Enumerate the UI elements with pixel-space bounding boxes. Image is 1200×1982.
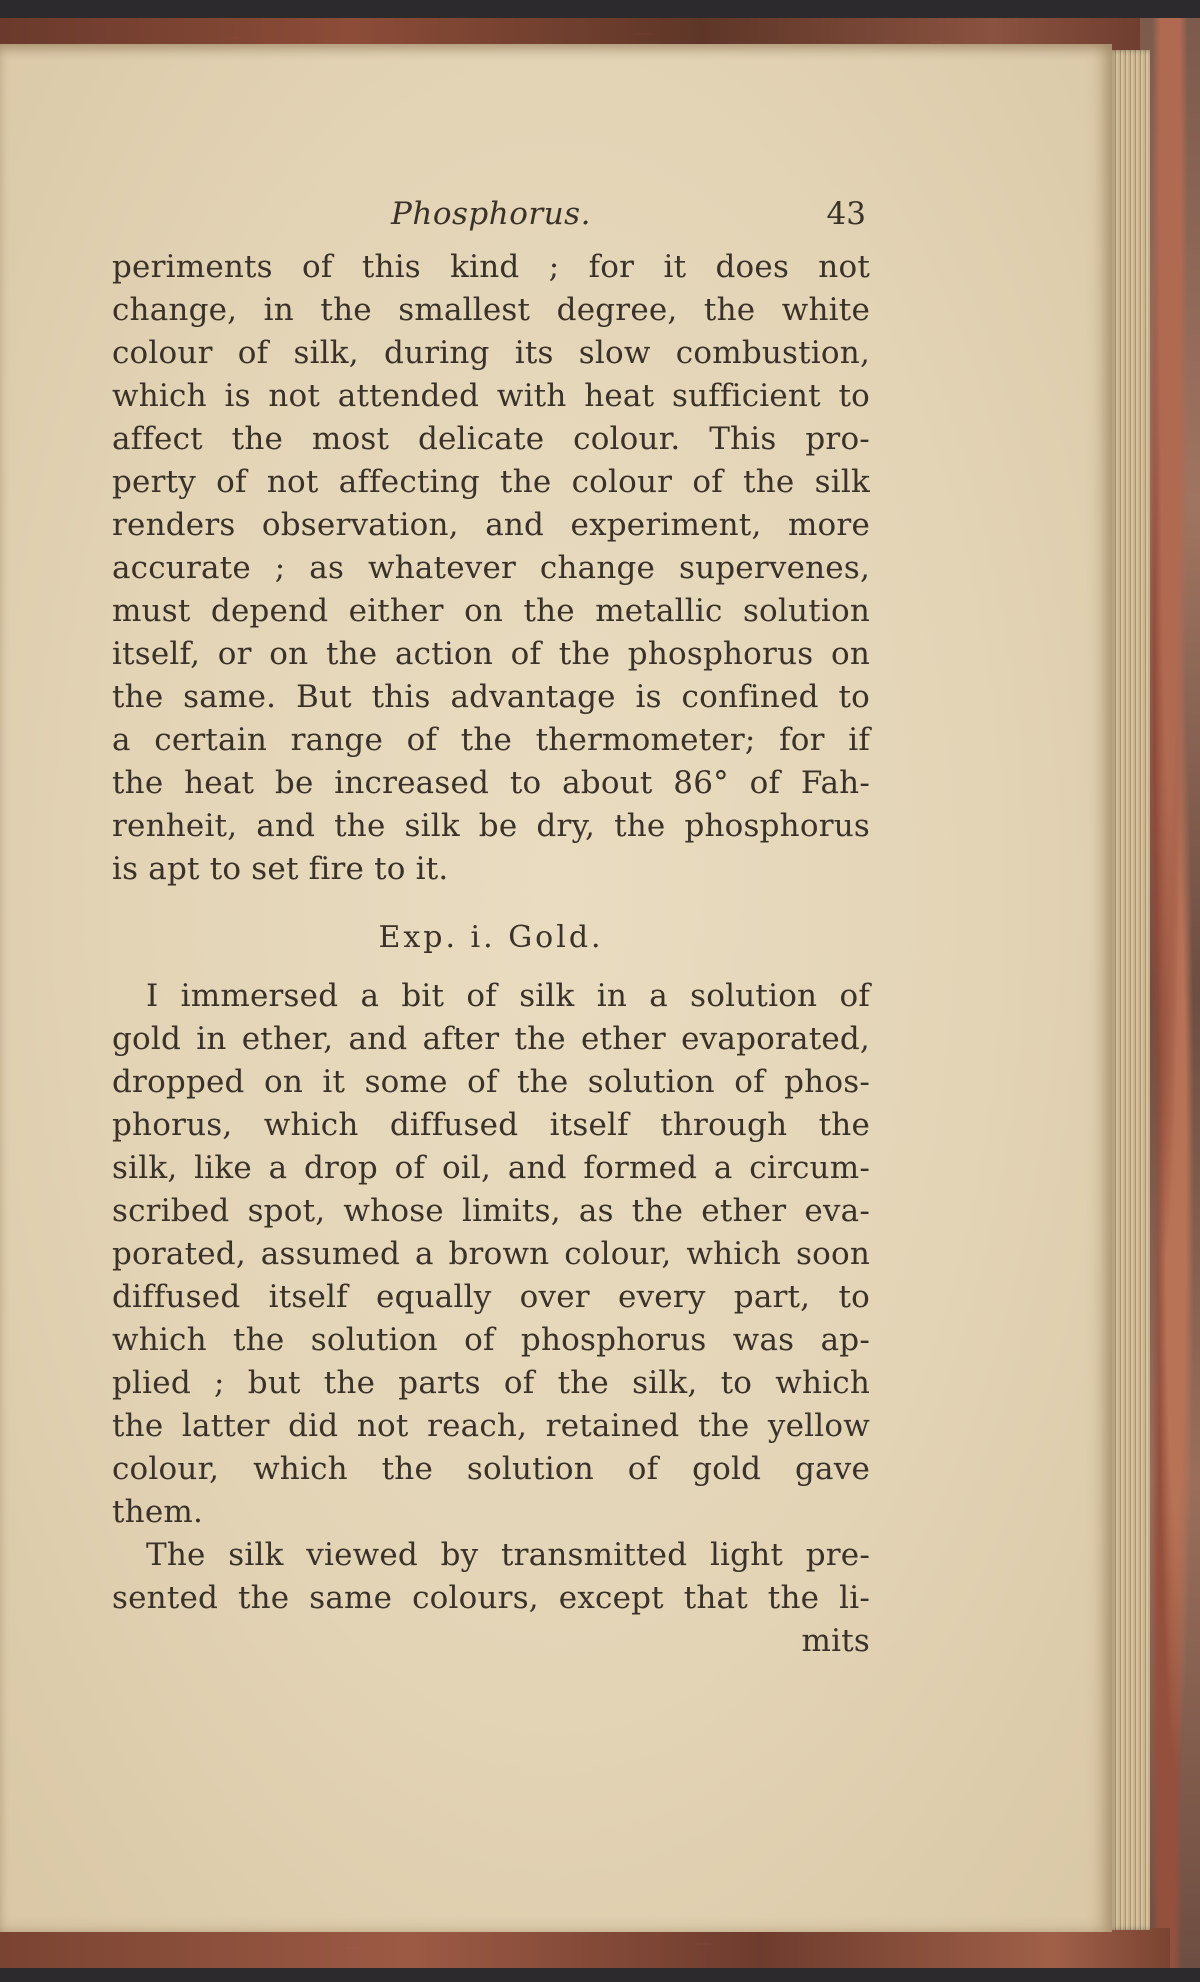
- page-number: 43: [826, 196, 866, 232]
- text-line: accurate ; as whatever change supervenes,: [112, 550, 870, 586]
- section-heading: Exp. i. Gold.: [378, 920, 604, 955]
- catchword: mits: [801, 1623, 870, 1659]
- text-line: sented the same colours, except that the li-: [112, 1580, 870, 1616]
- text-line: silk, like a drop of oil, and formed a circum-: [112, 1150, 870, 1186]
- text-line: dropped on it some of the solution of phos-: [112, 1064, 870, 1100]
- text-line: colour, which the solution of gold gave: [112, 1451, 870, 1487]
- text-line: them.: [112, 1494, 204, 1530]
- paragraph-3: [112, 1534, 870, 1620]
- text-line: itself, or on the action of the phosphorus on: [112, 636, 870, 672]
- running-title: Phosphorus.: [391, 196, 591, 232]
- text-line: gold in ether, and after the ether evaporated,: [112, 1021, 870, 1057]
- text-line: which is not attended with heat sufficient to: [112, 378, 870, 414]
- text-line: must depend either on the metallic solution: [112, 593, 870, 629]
- text-line: porated, assumed a brown colour, which soon: [112, 1236, 870, 1272]
- page-text: [112, 196, 870, 1663]
- text-line: a certain range of the thermometer; for if: [112, 722, 870, 758]
- text-line: renders observation, and experiment, more: [112, 507, 870, 543]
- text-line: change, in the smallest degree, the white: [112, 292, 870, 328]
- text-line: scribed spot, whose limits, as the ether eva-: [112, 1193, 870, 1229]
- text-line: phorus, which diffused itself through the: [112, 1107, 870, 1143]
- text-line: perty of not affecting the colour of the silk: [112, 464, 870, 500]
- text-line: the heat be increased to about 86° of Fah-: [112, 765, 870, 801]
- text-line: affect the most delicate colour. This pro-: [112, 421, 870, 457]
- paragraph-2: [112, 975, 870, 1534]
- text-line: diffused itself equally over every part, to: [112, 1279, 870, 1315]
- text-line: the same. But this advantage is confined to: [112, 679, 870, 715]
- text-line: which the solution of phosphorus was ap-: [112, 1322, 870, 1358]
- text-line: periments of this kind ; for it does not: [112, 249, 870, 285]
- text-line: plied ; but the parts of the silk, to which: [112, 1365, 870, 1401]
- marbled-board-bottom: [0, 1928, 1170, 1968]
- text-line: colour of silk, during its slow combustion,: [112, 335, 870, 371]
- text-line: I immersed a bit of silk in a solution of: [146, 978, 870, 1014]
- text-line: is apt to set fire to it.: [112, 851, 449, 887]
- text-line: the latter did not reach, retained the yellow: [112, 1408, 870, 1444]
- paragraph-1: [112, 246, 870, 891]
- text-line: renheit, and the silk be dry, the phosphorus: [112, 808, 870, 844]
- text-line: The silk viewed by transmitted light pre-: [146, 1537, 870, 1573]
- running-head: [112, 196, 870, 246]
- page-edges: [1108, 50, 1150, 1930]
